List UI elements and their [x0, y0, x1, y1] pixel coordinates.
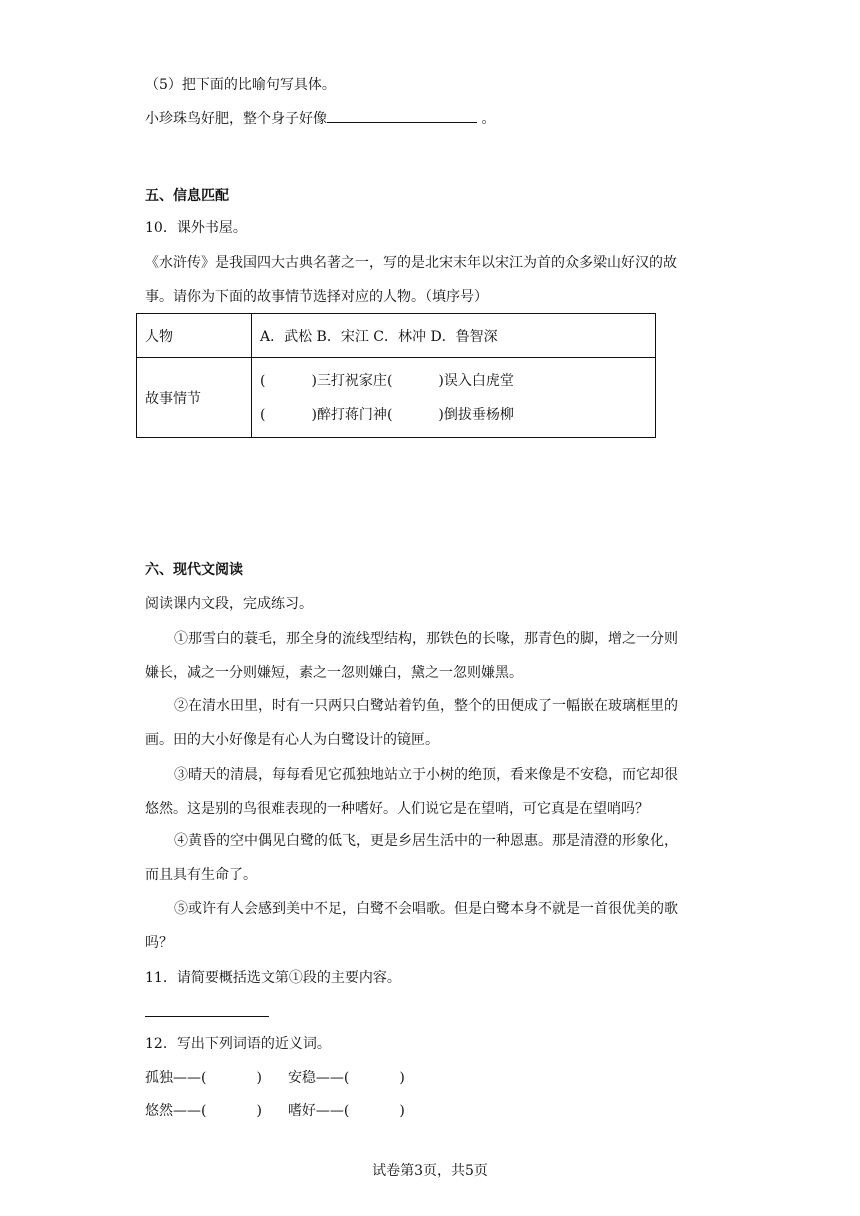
paragraph-3-line-2: 悠然。这是别的鸟很难表现的一种嗜好。人们说它是在望哨，可它真是在望哨吗？: [145, 801, 649, 817]
sentence-end: 。: [477, 111, 496, 127]
paren-close: ): [311, 372, 317, 389]
synonym-row-2: [145, 1101, 405, 1121]
paragraph-4-line-2: 而且具有生命了。: [145, 867, 257, 883]
plots-line-2: [260, 398, 647, 432]
plots-row: [137, 358, 656, 438]
paragraph-5-line-2: 吗？: [145, 935, 173, 951]
plots-line-1: [260, 364, 647, 398]
paren-close: ): [399, 1070, 405, 1086]
synonym-word: 孤独——(: [145, 1070, 207, 1086]
paragraph-2-line-1: ②在清水田里，时有一只两只白鹭站着钓鱼，整个的田便成了一幅嵌在玻璃框里的: [174, 698, 678, 714]
paren-open: (: [386, 372, 393, 389]
synonym-word: 安稳——(: [287, 1070, 350, 1086]
passage-paragraph-4: [145, 824, 717, 892]
synonym-word: 嗜好——(: [287, 1103, 350, 1119]
paren-close: ): [311, 406, 317, 423]
synonym-word: 悠然——(: [145, 1103, 207, 1119]
paren-close: ): [256, 1103, 262, 1119]
plots-cell: [252, 358, 656, 438]
paren-open: (: [260, 372, 266, 389]
characters-label: 人物: [137, 314, 252, 358]
section-6-heading: 六、现代文阅读: [145, 562, 243, 578]
question-10-intro-line-2: 事。请你为下面的故事情节选择对应的人物。（填序号）: [145, 289, 488, 305]
plots-label: 故事情节: [137, 358, 252, 438]
question-11: 11．请简要概括选文第①段的主要内容。: [145, 970, 401, 986]
reading-instruction: 阅读课内文段，完成练习。: [145, 596, 313, 612]
section-5-heading: 五、信息匹配: [145, 188, 229, 204]
paragraph-2-line-2: 画。田的大小好像是有心人为白鹭设计的镜匣。: [145, 732, 439, 748]
plot-4: 倒拔垂杨柳: [443, 406, 514, 423]
sentence-text: 小珍珠鸟好肥，整个身子好像: [145, 111, 327, 127]
synonym-row-1: [145, 1068, 405, 1088]
plot-1: 三打祝家庄: [316, 372, 387, 389]
paragraph-3-line-1: ③晴天的清晨，每每看见它孤独地站立于小树的绝顶，看来像是不安稳，而它却很: [174, 767, 678, 783]
plot-3: 醉打蒋门神: [316, 406, 387, 423]
paragraph-1-line-1: ①那雪白的蓑毛，那全身的流线型结构，那铁色的长喙，那青色的脚，增之一分则: [174, 631, 678, 647]
paren-close: ): [438, 406, 444, 423]
characters-options: A．武松 B．宋江 C．林冲 D．鲁智深: [252, 314, 656, 358]
paren-close: ): [256, 1070, 262, 1086]
paragraph-4-line-1: ④黄昏的空中偶见白鹭的低飞，更是乡居生活中的一种恩惠。那是清澄的形象化，: [174, 833, 678, 849]
page-footer: 试卷第3页，共5页: [372, 1163, 488, 1179]
paragraph-1-line-2: 嫌长，减之一分则嫌短，素之一忽则嫌白，黛之一忽则嫌黑。: [145, 665, 523, 681]
paren-open: (: [386, 406, 393, 423]
question-10-title: 10．课外书屋。: [145, 220, 247, 236]
answer-line-11[interactable]: [145, 1016, 269, 1017]
paragraph-5-line-1: ⑤或许有人会感到美中不足，白鹭不会唱歌。但是白鹭本身不就是一首很优美的歌: [174, 901, 678, 917]
passage-paragraph-3: [145, 758, 717, 826]
matching-table: [136, 313, 656, 438]
plot-2: 误入白虎堂: [443, 372, 514, 389]
paren-close: ): [438, 372, 444, 389]
paren-open: (: [260, 406, 266, 423]
answer-blank[interactable]: [327, 108, 477, 123]
question-10-intro-line-1: 《水浒传》是我国四大古典名著之一，写的是北宋末年以宋江为首的众多梁山好汉的故: [145, 255, 677, 271]
passage-paragraph-1: [145, 622, 717, 690]
question-12: 12．写出下列词语的近义词。: [145, 1036, 331, 1052]
passage-paragraph-5: [145, 892, 717, 960]
question-9-5-sentence: [145, 108, 495, 129]
characters-row: [137, 314, 656, 358]
paren-close: ): [399, 1103, 405, 1119]
passage-paragraph-2: [145, 689, 717, 757]
question-9-5-prompt: （5）把下面的比喻句写具体。: [145, 77, 336, 93]
